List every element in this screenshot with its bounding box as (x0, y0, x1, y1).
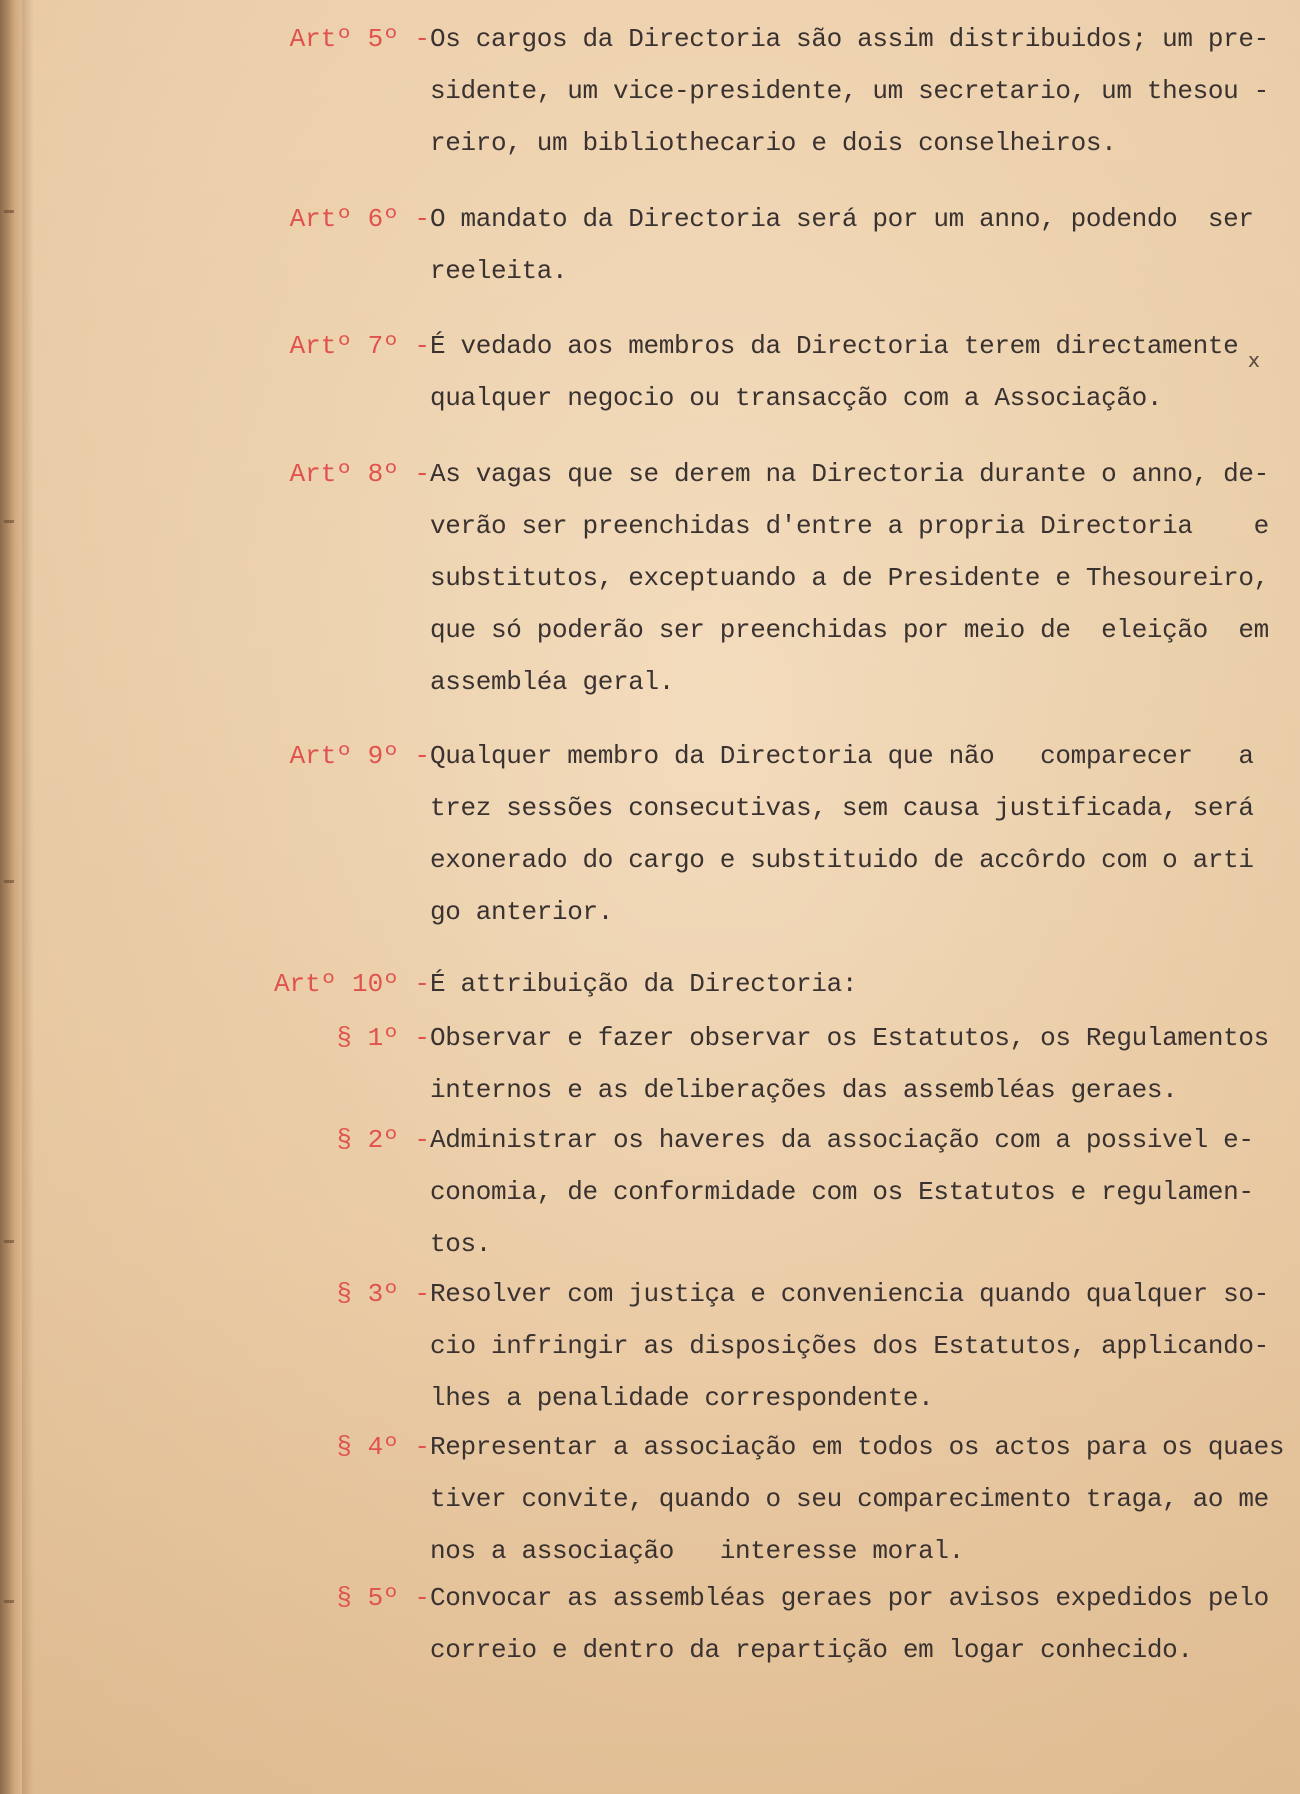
text-line: internos e as deliberações das assembléas geraes. (430, 1075, 1178, 1105)
text-line: Administrar os haveres da associação com a possivel e- (430, 1125, 1254, 1155)
article-text (430, 958, 1270, 1010)
text-line: verão ser preenchidas d'entre a propria Directoria e (430, 511, 1269, 541)
text-line: conomia, de conformidade com os Estatutos e regulamen- (430, 1177, 1254, 1207)
paragraph-label: § 5º - (336, 1583, 430, 1613)
paragraph-text (430, 1421, 1285, 1577)
book-binding (0, 0, 22, 1794)
article-text (430, 193, 1270, 297)
paragraph-text (430, 1572, 1270, 1676)
text-line: trez sessões consecutivas, sem causa justificada, será (430, 793, 1254, 823)
article-label: Artº 6º - (289, 204, 430, 234)
text-line: É attribuição da Directoria: (430, 969, 858, 999)
article-label: Artº 7º - (289, 331, 430, 361)
article-text (430, 730, 1270, 938)
text-line: Convocar as assembléas geraes por avisos expedidos pelo (430, 1583, 1269, 1613)
text-line: Qualquer membro da Directoria que não comparecer a (430, 741, 1254, 771)
text-line: As vagas que se derem na Directoria durante o anno, de- (430, 459, 1269, 489)
paragraph-label: § 1º - (336, 1023, 430, 1053)
article-label: Artº 10º - (273, 969, 430, 999)
paragraph-label: § 3º - (336, 1279, 430, 1309)
text-line: O mandato da Directoria será por um anno, podendo ser (430, 204, 1254, 234)
text-line: É vedado aos membros da Directoria terem directamente (430, 331, 1239, 361)
binding-fleck (4, 520, 14, 523)
paragraph-label: § 2º - (336, 1125, 430, 1155)
text-line: exonerado do cargo e substituido de accôrdo com o arti (430, 845, 1254, 875)
paragraph-label: § 4º - (336, 1432, 430, 1462)
article-text (430, 320, 1270, 424)
text-line: nos a associação interesse moral. (430, 1536, 964, 1566)
paragraph-text (430, 1012, 1270, 1116)
text-line: correio e dentro da repartição em logar conhecido. (430, 1635, 1193, 1665)
text-line: Representar a associação em todos os actos para os quaes (430, 1432, 1285, 1462)
text-line: go anterior. (430, 897, 614, 927)
text-line: tiver convite, quando o seu comparecimento traga, ao me (430, 1484, 1269, 1514)
paragraph-text (430, 1268, 1270, 1424)
text-line: que só poderão ser preenchidas por meio de eleição em (430, 615, 1269, 645)
paragraph-text (430, 1114, 1270, 1270)
text-line: Resolver com justiça e conveniencia quando qualquer so- (430, 1279, 1269, 1309)
binding-fleck (4, 210, 14, 213)
article-label: Artº 9º - (289, 741, 430, 771)
text-line: Os cargos da Directoria são assim distribuidos; um pre- (430, 24, 1269, 54)
text-line: assembléa geral. (430, 667, 675, 697)
article-text (430, 448, 1270, 708)
article-label: Artº 5º - (289, 24, 430, 54)
handwritten-mark: x (1248, 348, 1260, 372)
text-line: reeleita. (430, 256, 568, 286)
binding-shadow (22, 0, 34, 1794)
text-line: Observar e fazer observar os Estatutos, os Regulamentos (430, 1023, 1269, 1053)
text-line: substitutos, exceptuando a de Presidente e Thesoureiro, (430, 563, 1269, 593)
text-line: tos. (430, 1229, 492, 1259)
binding-fleck (4, 1600, 14, 1603)
text-line: cio infringir as disposições dos Estatutos, applicando- (430, 1331, 1269, 1361)
text-line: sidente, um vice-presidente, um secretario, um thesou - (430, 76, 1269, 106)
article-label: Artº 8º - (289, 459, 430, 489)
binding-fleck (4, 1240, 14, 1243)
article-text (430, 13, 1270, 169)
text-line: reiro, um bibliothecario e dois conselheiros. (430, 128, 1117, 158)
binding-fleck (4, 880, 14, 883)
text-line: lhes a penalidade correspondente. (430, 1383, 934, 1413)
text-line: qualquer negocio ou transacção com a Associação. (430, 383, 1163, 413)
